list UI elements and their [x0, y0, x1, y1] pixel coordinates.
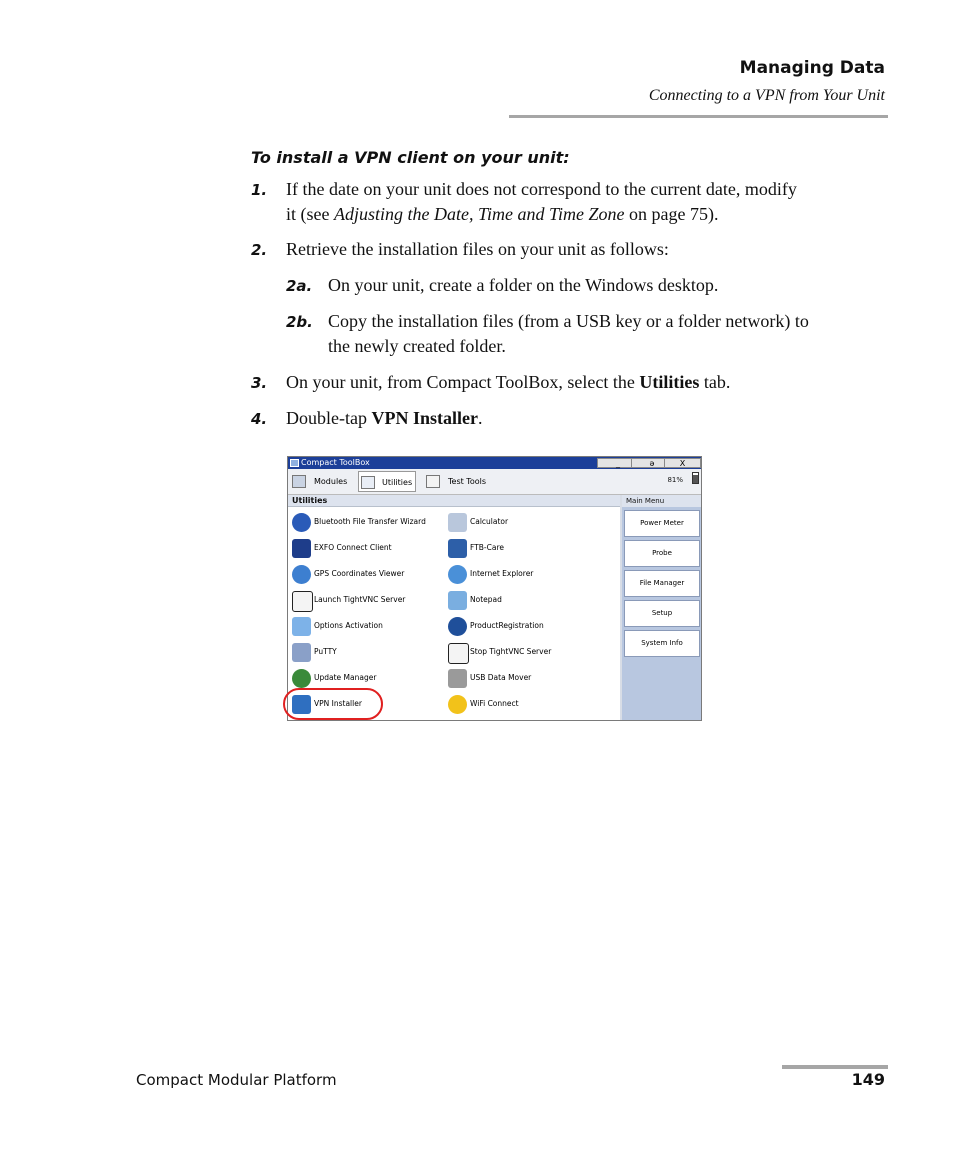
highlight-circle: [283, 688, 383, 720]
step-1-line-1: If the date on your unit does not correspond to the current date, modify: [286, 179, 797, 199]
menu-probe[interactable]: Probe: [624, 540, 700, 567]
app-icon: [290, 459, 299, 467]
page-number: 149: [851, 1070, 885, 1089]
window-title: Compact ToolBox: [301, 458, 370, 467]
step-number: 3.: [251, 374, 268, 392]
update-globe-icon: [292, 669, 311, 688]
chapter-title: Managing Data: [739, 58, 885, 78]
exfo-connect-icon: [292, 539, 311, 558]
section-title: Connecting to a VPN from Your Unit: [648, 87, 885, 104]
tab-utilities[interactable]: Utilities: [358, 471, 416, 492]
registration-icon: [448, 617, 467, 636]
tab-bar: [288, 469, 701, 495]
substep-number: 2b.: [286, 313, 313, 331]
gps-icon: [292, 565, 311, 584]
menu-setup[interactable]: Setup: [624, 600, 700, 627]
step-2a-text: On your unit, create a folder on the Windows desktop.: [328, 275, 719, 295]
footer-rule: [782, 1065, 888, 1069]
step-2b-text: [328, 309, 908, 359]
vnc-icon: [292, 591, 313, 612]
main-menu-panel: [620, 495, 702, 721]
restore-button[interactable]: ə: [631, 458, 673, 468]
step-4-text: Double-tap VPN Installer.: [286, 408, 483, 428]
battery-icon: [692, 472, 699, 484]
ftb-care-icon: [448, 539, 467, 558]
wifi-icon: [448, 695, 467, 714]
notepad-icon: [448, 591, 467, 610]
footer-product: Compact Modular Platform: [136, 1071, 337, 1089]
step-number: 1.: [251, 181, 268, 199]
step-2b-line-1: Copy the installation files (from a USB key or a folder network) to: [328, 311, 809, 331]
usb-icon: [448, 669, 467, 688]
menu-system-info[interactable]: System Info: [624, 630, 700, 657]
calculator-icon: [448, 513, 467, 532]
cross-reference: Adjusting the Date, Time and Time Zone: [333, 204, 625, 224]
vnc-stop-icon: [448, 643, 469, 664]
step-number: 2.: [251, 241, 268, 259]
ie-icon: [448, 565, 467, 584]
menu-power-meter[interactable]: Power Meter: [624, 510, 700, 537]
options-icon: [292, 617, 311, 636]
step-3-text: On your unit, from Compact ToolBox, select the Utilities tab.: [286, 372, 731, 392]
utilities-list: Bluetooth File Transfer Wizard EXFO Connect Client GPS Coordinates Viewer Launch TightVNC Server Options Activation PuTTY Update Manager VPN Installer Calculator FTB-Care Internet Explorer Notepad ProductRegistration Stop TightVNC Server USB Data Mover WiFi Connect: [288, 508, 620, 721]
putty-icon: [292, 643, 311, 662]
header-rule: [509, 115, 888, 118]
bluetooth-icon: [292, 513, 311, 532]
procedure-title: To install a VPN client on your unit:: [251, 148, 570, 167]
close-button[interactable]: X: [664, 458, 701, 468]
step-1-text: [286, 177, 896, 227]
tab-modules[interactable]: Modules: [290, 471, 352, 492]
utilities-header: Utilities: [288, 495, 620, 507]
step-2b-line-2: the newly created folder.: [328, 336, 506, 356]
minimize-button[interactable]: _: [597, 458, 639, 468]
step-2-text: Retrieve the installation files on your unit as follows:: [286, 239, 669, 259]
battery-level: 81%: [667, 476, 683, 484]
step-1-line-2: it (see Adjusting the Date, Time and Time Zone on page 75).: [286, 204, 719, 224]
toolbox-screenshot: [287, 456, 702, 721]
window-title-bar: [288, 457, 701, 469]
main-menu-header: Main Menu: [622, 495, 702, 507]
utilities-icon: [361, 476, 375, 489]
menu-file-manager[interactable]: File Manager: [624, 570, 700, 597]
test-tools-icon: [426, 475, 440, 488]
substep-number: 2a.: [286, 277, 313, 295]
modules-icon: [292, 475, 306, 488]
step-number: 4.: [251, 410, 268, 428]
tab-test-tools[interactable]: Test Tools: [422, 471, 498, 492]
